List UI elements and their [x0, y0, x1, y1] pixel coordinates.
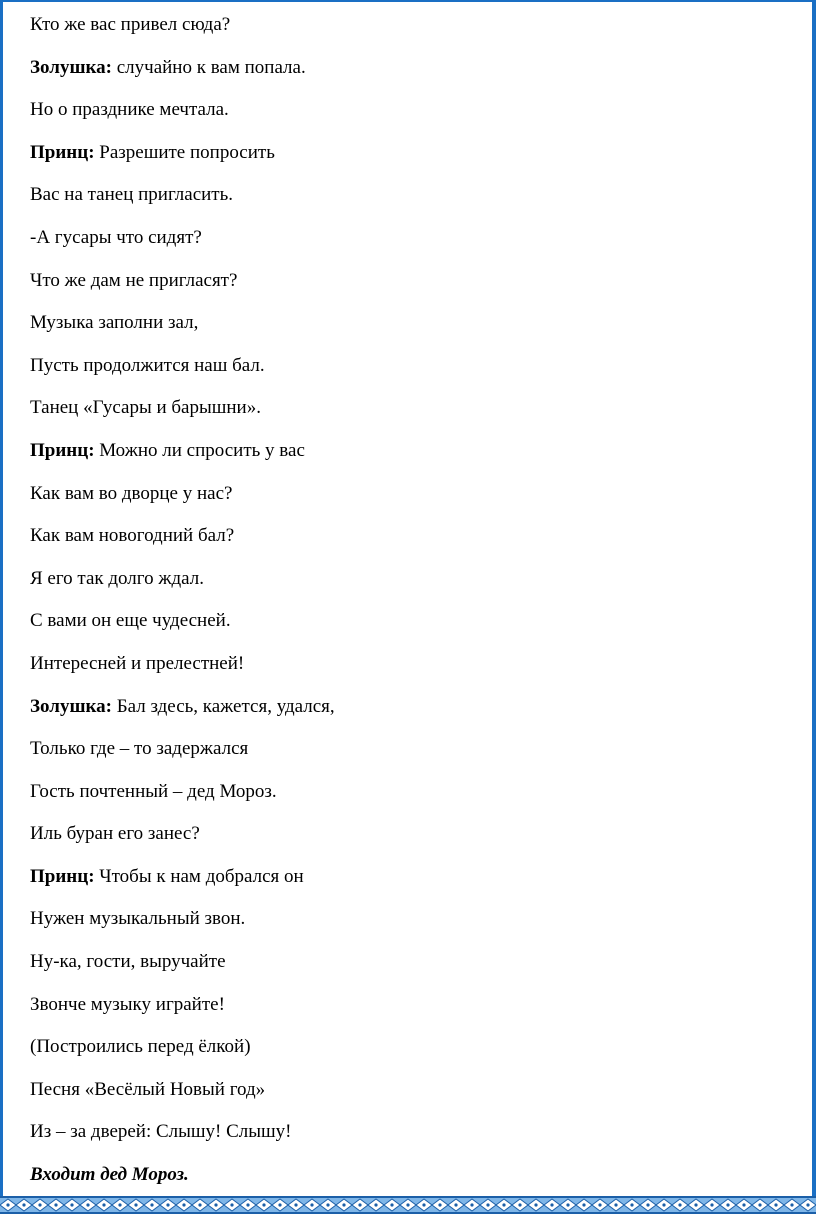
script-line	[30, 610, 790, 653]
line-text: Кто же вас привел сюда?	[30, 14, 231, 35]
speaker-name: Золушка:	[30, 695, 112, 717]
line-text: Из – за дверей: Слышу! Слышу!	[30, 1121, 292, 1143]
line-text: Вас на танец пригласить.	[30, 184, 234, 206]
script-line	[30, 1121, 790, 1164]
script-line	[30, 355, 790, 398]
page-border-left	[0, 0, 3, 1214]
stage-direction: Входит дед Мороз.	[30, 1164, 189, 1186]
line-text: Что же дам не пригласят?	[30, 269, 238, 291]
script-line	[30, 568, 790, 611]
script-line	[30, 951, 790, 994]
line-text: Нужен музыкальный звон.	[30, 908, 246, 930]
page-border-right	[812, 0, 816, 1214]
script-line	[30, 781, 790, 824]
speaker-name: Принц:	[30, 439, 95, 461]
line-text: Танец «Гусары и барышни».	[30, 397, 261, 419]
script-line	[30, 866, 790, 909]
script-line	[30, 653, 790, 696]
script-line	[30, 525, 790, 568]
script-line	[30, 312, 790, 355]
script-line	[30, 483, 790, 526]
line-text: Гость почтенный – дед Мороз.	[30, 780, 277, 802]
line-text: Но о празднике мечтала.	[30, 99, 229, 121]
script-line	[30, 184, 790, 227]
speaker-name: Принц:	[30, 141, 95, 163]
script-line	[30, 994, 790, 1037]
line-text: Разрешите попросить	[94, 141, 275, 163]
line-text: (Построились перед ёлкой)	[30, 1036, 251, 1058]
decorative-bottom-border	[0, 1196, 816, 1214]
line-text: случайно к вам попала.	[111, 56, 306, 78]
script-line	[30, 440, 790, 483]
script-line	[30, 908, 790, 951]
line-text: Песня «Весёлый Новый год»	[30, 1078, 266, 1100]
script-line	[30, 14, 790, 57]
line-text: Интересней и прелестней!	[30, 652, 245, 674]
line-text: Пусть продолжится наш бал.	[30, 354, 265, 376]
ornament-pattern	[0, 1196, 816, 1214]
script-line	[30, 57, 790, 100]
speaker-name: Золушка:	[30, 56, 112, 78]
line-text: Как вам во дворце у нас?	[30, 482, 233, 504]
play-script	[30, 14, 790, 1207]
script-line	[30, 227, 790, 270]
line-text: Чтобы к нам добрался он	[94, 865, 304, 887]
line-text: Музыка заполни зал,	[30, 312, 199, 334]
script-line	[30, 696, 790, 739]
line-text: Бал здесь, кажется, удался,	[111, 695, 335, 717]
script-line	[30, 397, 790, 440]
script-line	[30, 99, 790, 142]
line-text: Я его так долго ждал.	[30, 567, 204, 589]
line-text: -А гусары что сидят?	[30, 226, 202, 248]
speaker-name: Принц:	[30, 865, 95, 887]
line-text: Только где – то задержался	[30, 738, 249, 760]
line-text: Можно ли спросить у вас	[94, 439, 305, 461]
line-text: Иль буран его занес?	[30, 823, 200, 845]
script-line	[30, 1079, 790, 1122]
line-text: С вами он еще чудесней.	[30, 610, 231, 632]
script-line	[30, 823, 790, 866]
script-line	[30, 142, 790, 185]
script-line	[30, 1036, 790, 1079]
script-line	[30, 270, 790, 313]
line-text: Ну-ка, гости, выручайте	[30, 951, 226, 973]
line-text: Звонче музыку играйте!	[30, 993, 225, 1015]
script-line	[30, 738, 790, 781]
page-border-top	[0, 0, 816, 2]
line-text: Как вам новогодний бал?	[30, 525, 235, 547]
